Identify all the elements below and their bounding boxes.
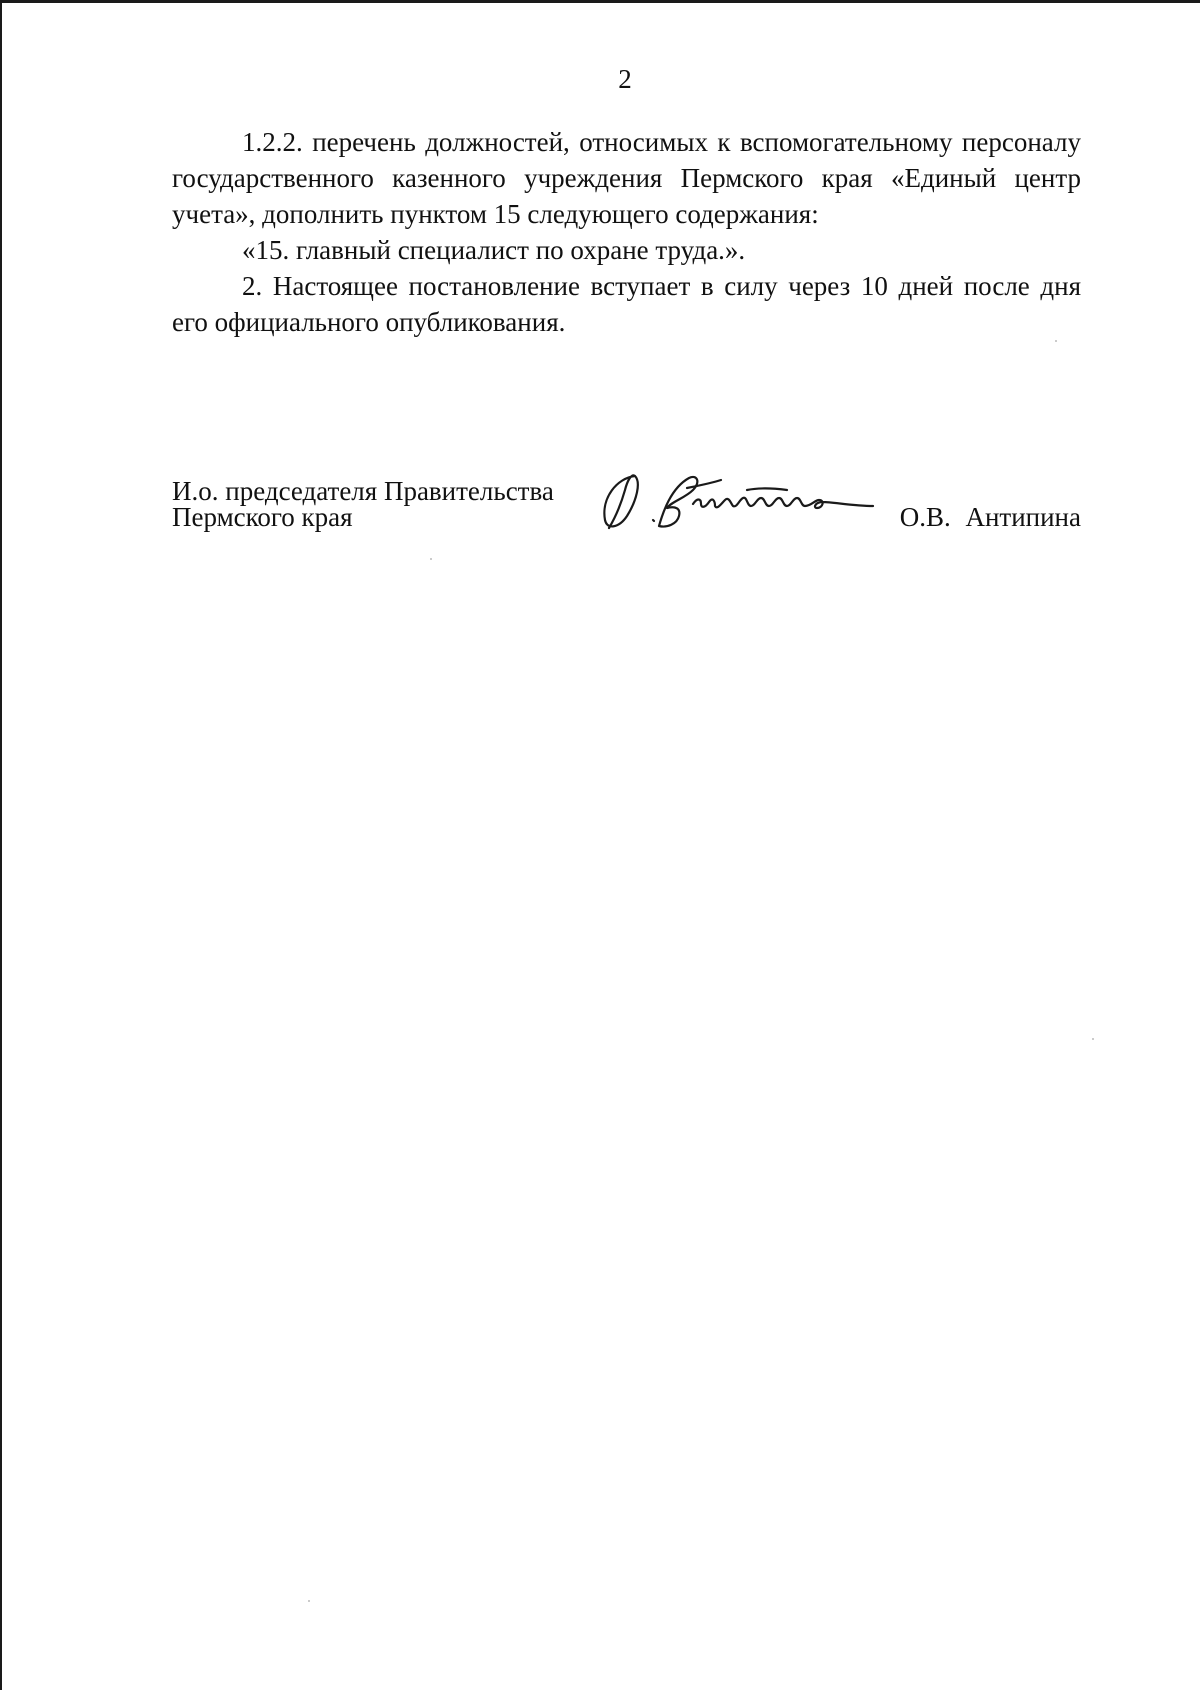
scan-speck (430, 558, 432, 560)
paragraph-item-15: «15. главный специалист по охране труда.». (242, 235, 746, 265)
paragraph-1-2-2: 1.2.2. перечень должностей, относимых к вспомогательному персоналу государственного казенного учреждения Пермского края «Единый центр учета», дополнить пунктом 15 следующего содержания: (172, 127, 1081, 229)
signature-block (172, 478, 1081, 538)
scan-speck (1055, 340, 1057, 342)
scan-speck (1092, 1038, 1094, 1040)
page-number: 2 (618, 64, 632, 94)
handwritten-signature (597, 468, 897, 538)
paragraph-effective-date: 2. Настоящее постановление вступает в силу через 10 дней после дня его официального опубликования. (172, 271, 1081, 337)
document-body (172, 124, 1081, 340)
scan-border-top (0, 0, 1200, 3)
signer-title-line2: Пермского края (172, 502, 353, 532)
signer-title (172, 478, 554, 530)
scan-speck (308, 1600, 310, 1602)
signer-name: О.В. Антипина (899, 502, 1081, 532)
signer-title-line1: И.о. председателя Правительства (172, 476, 554, 506)
scan-border-left (0, 0, 2, 1690)
